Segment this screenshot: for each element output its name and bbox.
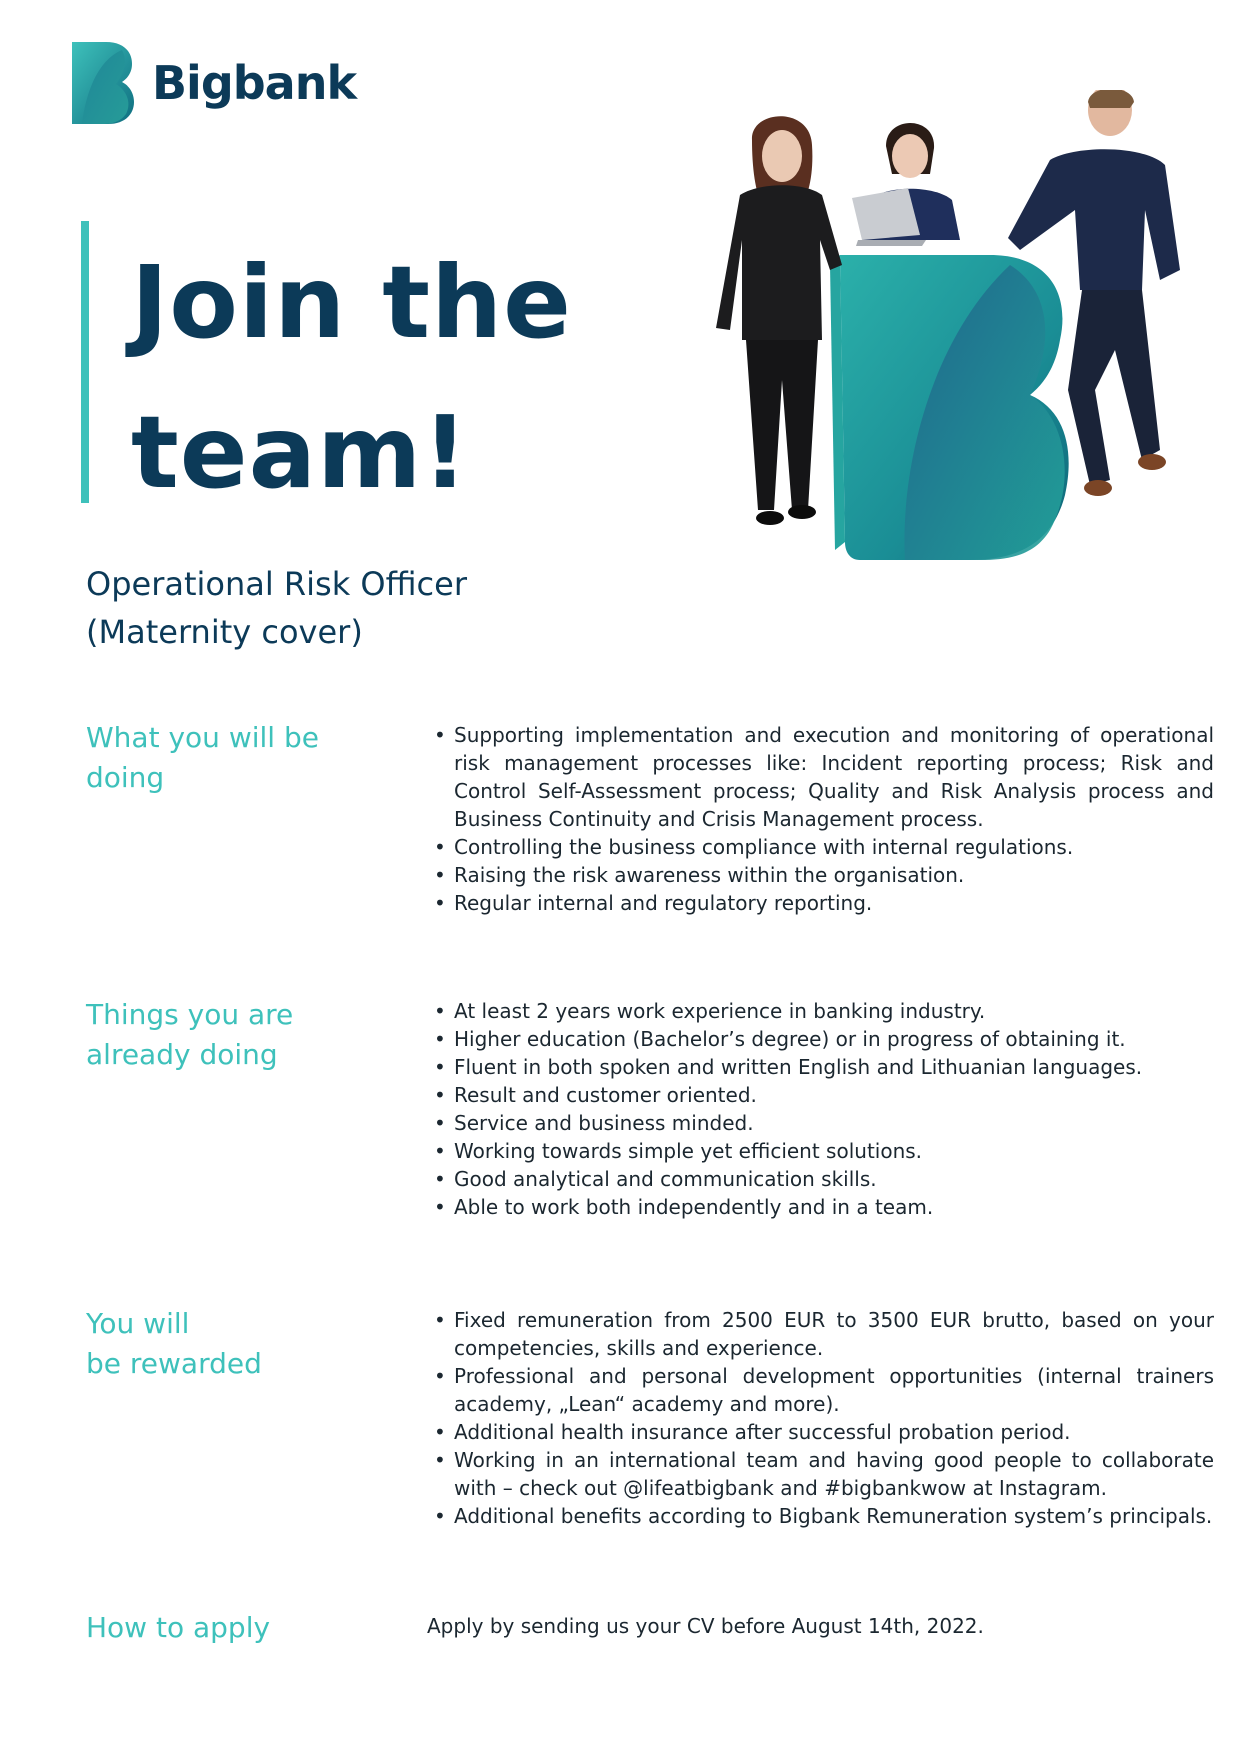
list-doing (430, 721, 1214, 917)
brand-name: Bigbank (152, 56, 357, 110)
list-item: • Controlling the business compliance with internal regulations. (454, 833, 1214, 861)
team-photo-icon (690, 90, 1210, 650)
section-title-already-line-2: already doing (86, 1038, 278, 1071)
list-item: • Raising the risk awareness within the organisation. (454, 861, 1214, 889)
job-title (86, 560, 467, 656)
section-title-doing-line-1: What you will be (86, 721, 319, 754)
list-item: • Fixed remuneration from 2500 EUR to 3500 EUR brutto, based on your competencies, skills and experience. (454, 1306, 1214, 1362)
person-left (716, 116, 842, 525)
list-item: • Working in an international team and having good people to collaborate with – check out @lifeatbigbank and #bigbankwow at Instagram. (454, 1446, 1214, 1502)
bigbank-b-logo-icon (72, 42, 134, 124)
section-title-already (86, 995, 386, 1075)
list-item: • Service and business minded. (454, 1109, 1214, 1137)
page-title-line-1: Join the (131, 244, 573, 361)
section-title-apply-line-1: How to apply (86, 1611, 271, 1644)
big-b-sculpture (830, 255, 1069, 560)
list-item: • Professional and personal development opportunities (internal trainers academy, „Lean“ academy and more). (454, 1362, 1214, 1418)
list-item: • Regular internal and regulatory reporting. (454, 889, 1214, 917)
list-item: • Additional health insurance after successful probation period. (454, 1418, 1214, 1446)
list-rewarded (430, 1306, 1214, 1530)
list-item: • At least 2 years work experience in banking industry. (454, 997, 1214, 1025)
job-title-line-2: (Maternity cover) (86, 613, 363, 651)
job-title-line-1: Operational Risk Officer (86, 565, 467, 603)
list-item: • Supporting implementation and execution and monitoring of operational risk management processes like: Incident reporting process; Risk and Control Self-Assessment process; Quality and Risk Analysis process and Business Continuity and Crisis Management process. (454, 721, 1214, 833)
list-already (430, 997, 1214, 1221)
section-title-rewarded-line-2: be rewarded (86, 1347, 262, 1380)
page-title (131, 228, 572, 528)
bigbank-logo (72, 42, 356, 124)
list-item: • Higher education (Bachelor’s degree) or in progress of obtaining it. (454, 1025, 1214, 1053)
section-title-already-line-1: Things you are (86, 998, 294, 1031)
section-title-rewarded (86, 1304, 386, 1384)
section-title-rewarded-line-1: You will (86, 1307, 190, 1340)
list-item: • Result and customer oriented. (454, 1081, 1214, 1109)
apply-instructions: Apply by sending us your CV before August 14th, 2022. (427, 1614, 984, 1638)
list-item: • Good analytical and communication skills. (454, 1165, 1214, 1193)
page-title-line-2: team! (131, 394, 469, 511)
accent-bar (81, 221, 89, 503)
list-item: • Able to work both independently and in a team. (454, 1193, 1214, 1221)
section-title-doing-line-2: doing (86, 761, 165, 794)
section-title-apply (86, 1608, 386, 1648)
list-item: • Additional benefits according to Bigbank Remuneration system’s principals. (454, 1502, 1214, 1530)
person-middle (852, 123, 960, 246)
section-title-doing (86, 718, 386, 798)
list-item: • Working towards simple yet efficient solutions. (454, 1137, 1214, 1165)
list-item: • Fluent in both spoken and written English and Lithuanian languages. (454, 1053, 1214, 1081)
